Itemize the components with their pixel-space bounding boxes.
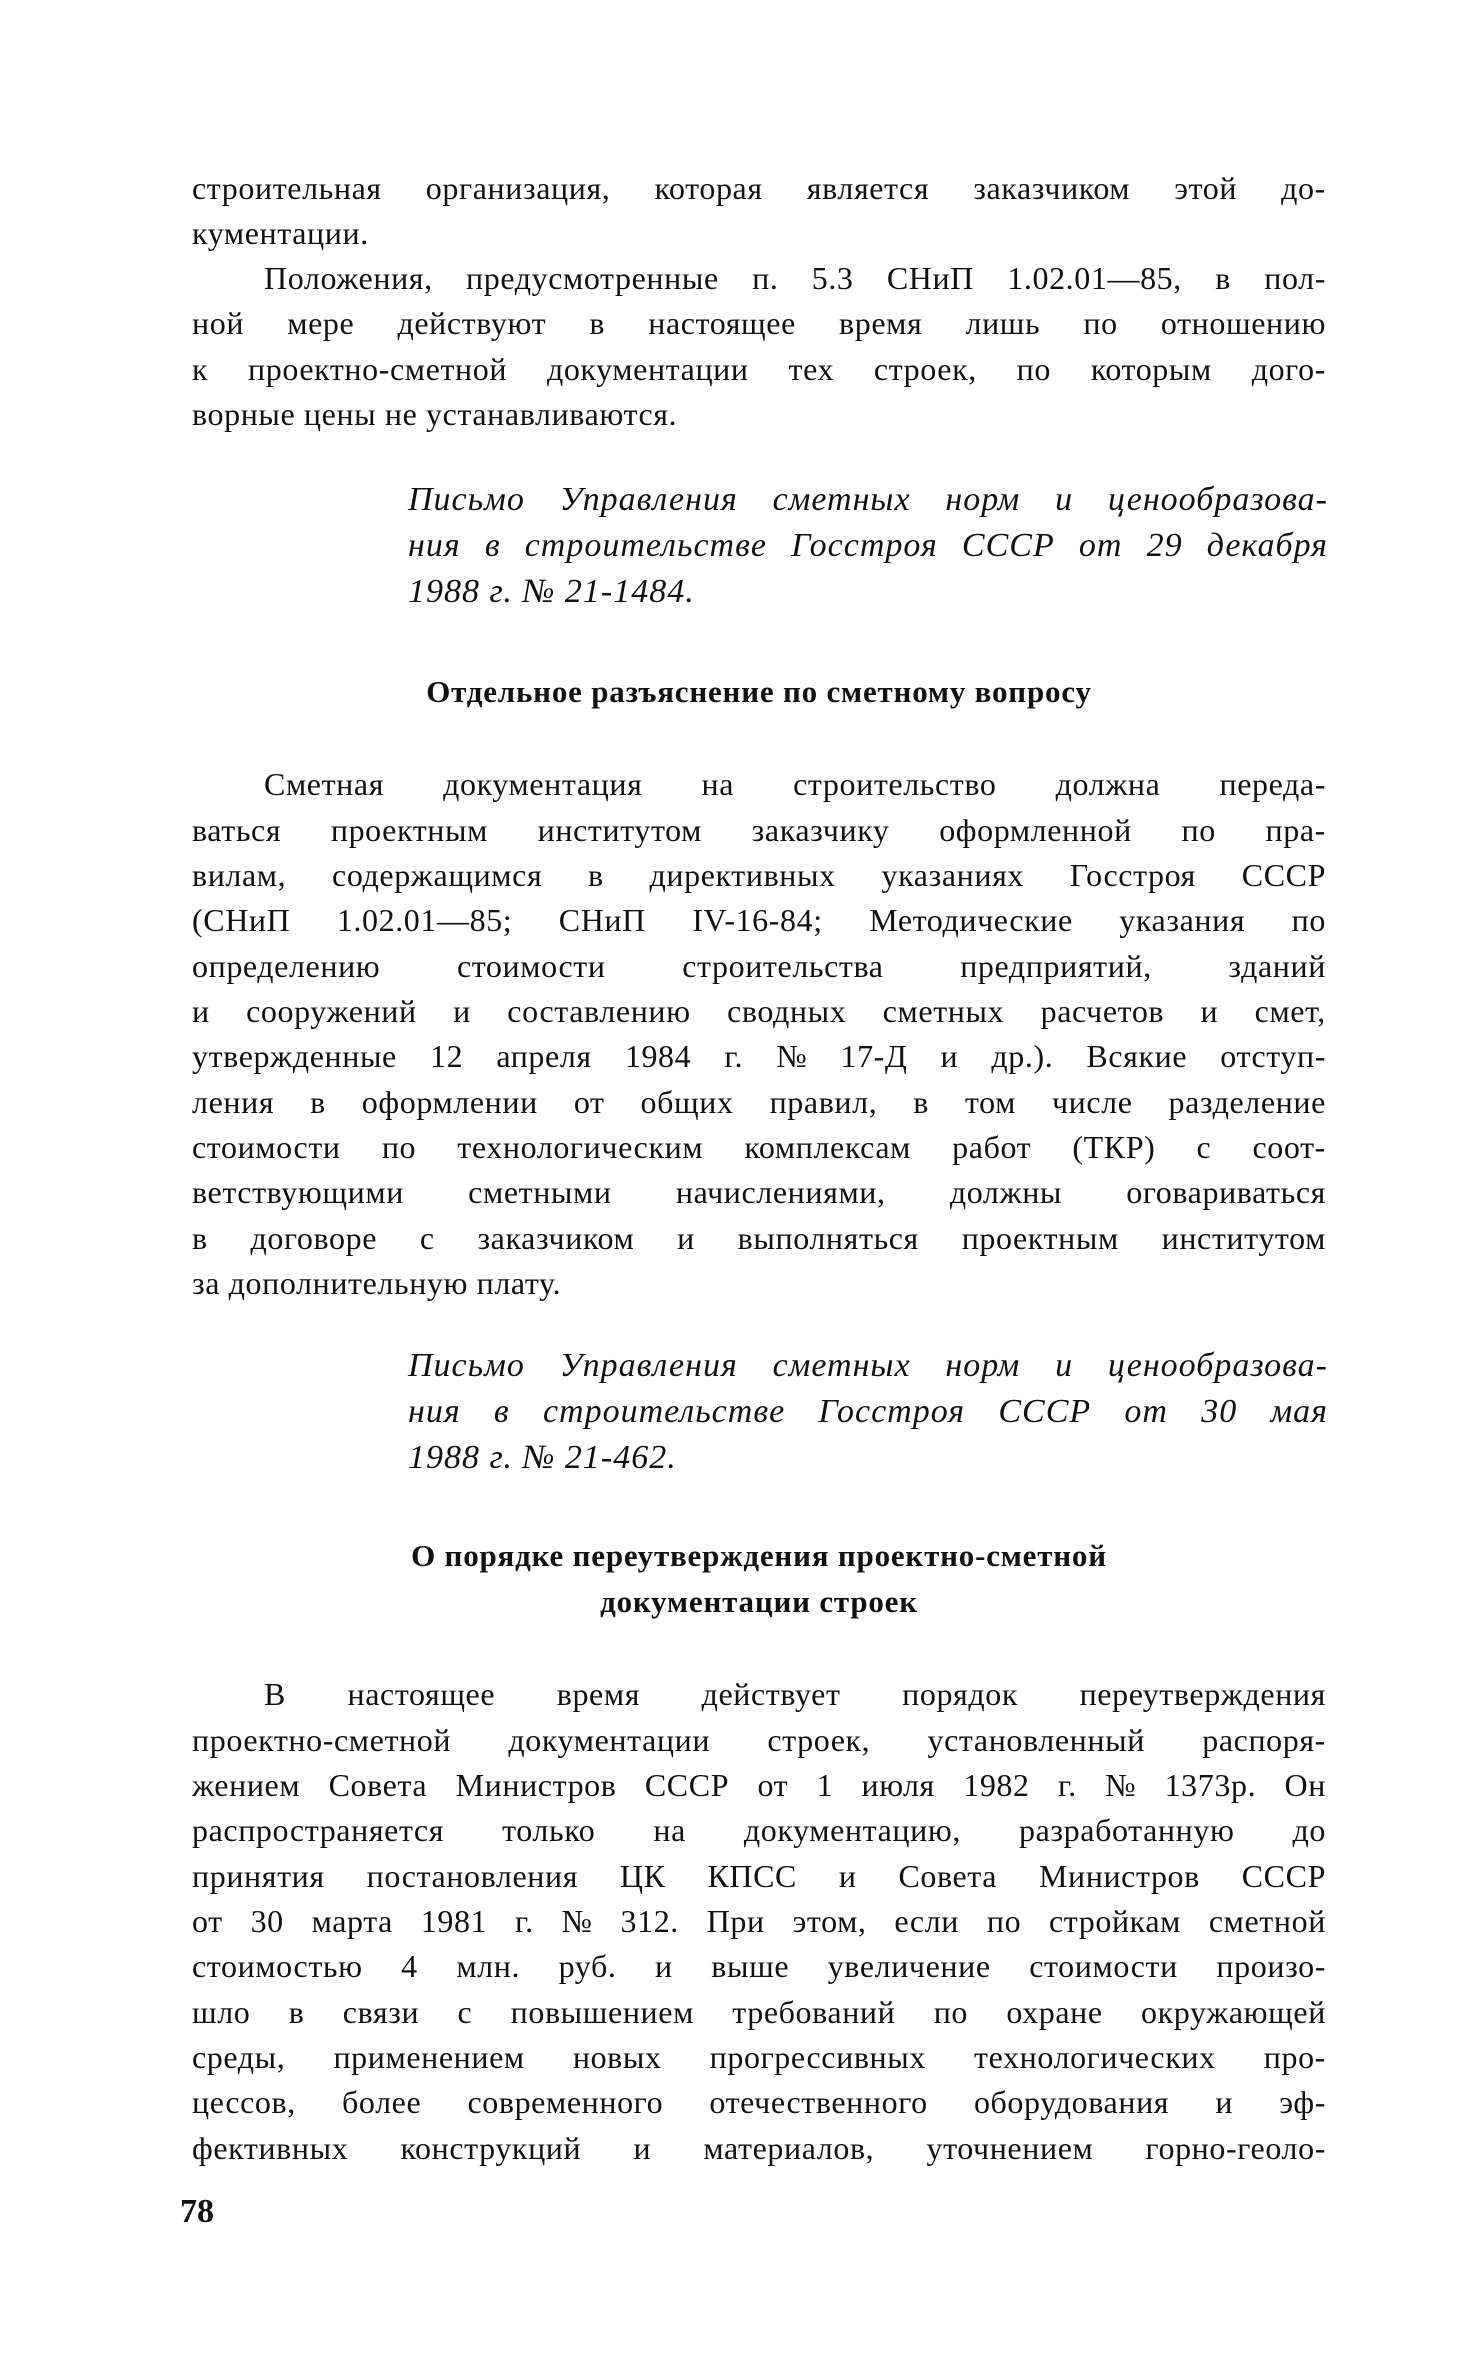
word: и [1055, 1347, 1074, 1384]
word: настоящее [648, 305, 796, 341]
word: применением [333, 2039, 525, 2075]
word: Управления [559, 481, 738, 518]
section-heading: О порядке переутверждения проектно-сметной [411, 1538, 1107, 1573]
word: (ТКР) [1072, 1129, 1156, 1165]
word: 312. [620, 1903, 679, 1939]
word: отношению [1160, 305, 1326, 341]
word: на [701, 766, 735, 802]
word: в [493, 1393, 510, 1430]
word: вилам, [192, 857, 287, 893]
word: мая [1270, 1393, 1328, 1430]
word: строительная [192, 170, 382, 206]
word: том [964, 1084, 1016, 1120]
word: тех [788, 351, 835, 387]
text-line [192, 2128, 1326, 2168]
word: должны [949, 1174, 1063, 1210]
word: ваться [192, 812, 282, 848]
word: цессов, [192, 2084, 296, 2120]
word: проектным [330, 812, 488, 848]
word: с [457, 1994, 473, 2030]
word: заказчику [751, 812, 890, 848]
word: сметных [772, 481, 911, 518]
word: общих [640, 1084, 734, 1120]
word: и [677, 1220, 695, 1256]
word: ния [408, 1393, 461, 1430]
word: институтом [1161, 1220, 1326, 1256]
word: Госстроя [791, 527, 938, 564]
word: время [839, 305, 923, 341]
word: по [381, 1129, 417, 1165]
word: 12 [429, 1038, 464, 1074]
word: др.). [991, 1038, 1054, 1074]
word: и [838, 1858, 857, 1894]
word: шло [192, 1994, 251, 2030]
word: Письмо [408, 1347, 525, 1384]
word: горно-геоло- [1145, 2130, 1326, 2166]
letter-reference-line [408, 1392, 1328, 1432]
word: действуют [397, 305, 547, 341]
word: СНиП [886, 260, 974, 296]
word: строительства [682, 948, 884, 984]
word: технологических [974, 2039, 1216, 2075]
word: Министров [1038, 1858, 1200, 1894]
word: Письмо [408, 481, 525, 518]
text-line [192, 168, 1326, 208]
word: 30 [250, 1903, 284, 1939]
word: расчетов [1040, 993, 1165, 1029]
word: и [633, 2130, 652, 2166]
word: 5.3 [811, 260, 854, 296]
word: сметных [772, 1347, 911, 1384]
page-number: 78 [180, 2193, 214, 2230]
word: Управления [559, 1347, 738, 1384]
word: апреля [496, 1038, 592, 1074]
word: материалов, [703, 2130, 875, 2166]
word: заказчиком [477, 1220, 635, 1256]
word: ценообразова- [1107, 481, 1328, 518]
word: ветствующими [192, 1174, 404, 1210]
word: оформленной [939, 812, 1132, 848]
word: по [933, 1994, 969, 2030]
text-line [192, 900, 1326, 940]
word: соот- [1252, 1129, 1326, 1165]
word: сметными [468, 1174, 612, 1210]
word: млн. [456, 1948, 521, 1984]
text-line: ворные цены не устанавливаются. [192, 396, 678, 432]
word: переутверждения [1079, 1676, 1326, 1712]
word: пра- [1265, 812, 1326, 848]
word: документация [443, 766, 643, 802]
word: сметной [1208, 1903, 1326, 1939]
word: 1981 [420, 1903, 488, 1939]
text-line [192, 1172, 1326, 1212]
word: предусмотренные [466, 260, 719, 296]
word: с [419, 1220, 435, 1256]
word: № [776, 1038, 808, 1074]
word: определению [192, 948, 381, 984]
word: № [1105, 1767, 1137, 1803]
word: и [1055, 481, 1074, 518]
word: ценообразова- [1107, 1347, 1328, 1384]
word: настоящее [347, 1676, 496, 1712]
word: При [706, 1903, 765, 1939]
word: окружающей [1141, 1994, 1326, 2030]
word: сметных [882, 993, 1005, 1029]
word: по [1083, 305, 1118, 341]
word: уточнением [926, 2130, 1094, 2166]
word: СССР [644, 1767, 730, 1803]
word: ЦК [619, 1858, 666, 1894]
word: № [561, 1903, 593, 1939]
word: фективных [192, 2130, 349, 2166]
text-line [192, 1810, 1326, 1850]
word: и [192, 993, 210, 1029]
word: г. [1058, 1767, 1077, 1803]
word: строительстве [524, 527, 767, 564]
word: Всякие [1086, 1038, 1188, 1074]
letter-reference-line [408, 1346, 1328, 1386]
word: (СНиП [192, 902, 291, 938]
word: по [1291, 902, 1326, 938]
word: 1984 [624, 1038, 692, 1074]
word: произо- [1216, 1948, 1326, 1984]
word: В [264, 1676, 286, 1712]
word: оговариваться [1126, 1174, 1326, 1210]
word: выполняться [737, 1220, 919, 1256]
word: СНиП [558, 902, 646, 938]
word: Госстроя [818, 1393, 966, 1430]
text-line: за дополнительную плату. [192, 1265, 562, 1301]
letter-reference-line: 1988 г. № 21-462. [408, 1439, 677, 1476]
word: Совета [898, 1858, 998, 1894]
word: ления [192, 1084, 275, 1120]
word: разработанную [1019, 1812, 1235, 1848]
word: охране [1006, 1994, 1103, 2030]
word: выше [711, 1948, 790, 1984]
word: действует [701, 1676, 841, 1712]
word: стоимости [1029, 1948, 1178, 1984]
word: г. [515, 1903, 534, 1939]
word: от [1078, 527, 1123, 564]
word: ния [408, 527, 461, 564]
word: увеличение [827, 1948, 991, 1984]
word: организация, [425, 170, 611, 206]
word: в [913, 1084, 929, 1120]
word: в [288, 1994, 305, 2030]
word: дого- [1251, 351, 1326, 387]
word: до [1292, 1812, 1326, 1848]
word: норм [945, 481, 1021, 518]
word: в [589, 305, 606, 341]
text-line [192, 1082, 1326, 1122]
word: утвержденные [192, 1038, 397, 1074]
word: на [653, 1812, 686, 1848]
word: 1.02.01—85; [336, 902, 513, 938]
word: СССР [1241, 857, 1326, 893]
word: и [1215, 2084, 1234, 2120]
word: договоре [250, 1220, 378, 1256]
word: является [806, 170, 930, 206]
word: в [310, 1084, 326, 1120]
word: прогрессивных [709, 2039, 926, 2075]
word: IV-16-84; [692, 902, 823, 938]
text-line [192, 1765, 1326, 1805]
word: конструкций [400, 2130, 582, 2166]
word: зданий [1228, 948, 1326, 984]
word: 1.02.01—85, [1007, 260, 1182, 296]
word: 4 [401, 1948, 418, 1984]
word: с [1196, 1129, 1212, 1165]
word: пол- [1264, 260, 1326, 296]
word: декабря [1206, 527, 1328, 564]
section-heading: Отдельное разъяснение по сметному вопросу [426, 674, 1092, 709]
word: более [342, 2084, 422, 2120]
text-line [264, 258, 1326, 298]
word: норм [945, 1347, 1021, 1384]
word: смет, [1254, 993, 1326, 1029]
text-line [192, 2082, 1326, 2122]
word: среды, [192, 2039, 286, 2075]
word: проектно-сметной [248, 351, 508, 387]
word: технологическим [457, 1129, 704, 1165]
word: заказчиком [973, 170, 1131, 206]
word: распространяется [192, 1812, 445, 1848]
word: сводных [727, 993, 847, 1029]
word: в [1215, 260, 1231, 296]
word: Сметная [264, 766, 385, 802]
word: от [1124, 1393, 1168, 1430]
word: ной [192, 305, 245, 341]
word: 1982 [963, 1767, 1030, 1803]
word: СССР [1241, 1858, 1326, 1894]
text-line [192, 946, 1326, 986]
word: современного [467, 2084, 664, 2120]
word: этой [1174, 170, 1238, 206]
text-line [192, 1901, 1326, 1941]
text-line [192, 1856, 1326, 1896]
word: и [655, 1948, 673, 1984]
word: СССР [961, 527, 1055, 564]
word: строек, [767, 1722, 871, 1758]
text-line [192, 810, 1326, 850]
word: лишь [965, 305, 1041, 341]
word: по [1181, 812, 1216, 848]
word: этом, [792, 1903, 867, 1939]
word: п. [752, 260, 779, 296]
word: строительство [793, 766, 997, 802]
word: 1 [816, 1767, 834, 1803]
letter-reference-line: 1988 г. № 21-1484. [408, 573, 695, 610]
word: постановления [366, 1858, 579, 1894]
word: по [986, 1903, 1022, 1939]
text-line [192, 1720, 1326, 1760]
word: содержащимся [332, 857, 543, 893]
word: марта [311, 1903, 393, 1939]
word: руб. [558, 1948, 617, 1984]
text-line: кументации. [192, 215, 369, 251]
word: Положения, [264, 260, 433, 296]
word: и [1200, 993, 1219, 1029]
word: 29 [1146, 527, 1183, 564]
word: оборудования [973, 2084, 1170, 2120]
word: строительстве [542, 1393, 786, 1430]
word: требований [732, 1994, 896, 2030]
word: Госстроя [1069, 857, 1196, 893]
word: предприятий, [960, 948, 1152, 984]
word: начислениями, [675, 1174, 886, 1210]
word: должна [1055, 766, 1161, 802]
word: Министров [455, 1767, 617, 1803]
word: отступ- [1220, 1038, 1326, 1074]
word: распоря- [1202, 1722, 1326, 1758]
word: которым [1090, 351, 1212, 387]
text-line [192, 2037, 1326, 2077]
word: от [192, 1903, 223, 1939]
text-line [192, 1218, 1326, 1258]
word: установленный [927, 1722, 1145, 1758]
word: повышением [510, 1994, 694, 2030]
word: документацию, [743, 1812, 961, 1848]
word: от [573, 1084, 605, 1120]
word: строек, [873, 351, 977, 387]
word: которая [654, 170, 763, 206]
word: порядок [902, 1676, 1018, 1712]
word: 17-Д [840, 1038, 908, 1074]
letter-reference-line [408, 480, 1328, 520]
word: в [484, 527, 501, 564]
word: отечественного [709, 2084, 928, 2120]
word: КПСС [707, 1858, 797, 1894]
word: директивных [649, 857, 836, 893]
word: работ [952, 1129, 1032, 1165]
word: если [894, 1903, 960, 1939]
text-line [192, 991, 1326, 1031]
word: Методические [869, 902, 1073, 938]
word: по [1016, 351, 1051, 387]
text-line [192, 855, 1326, 895]
word: СССР [998, 1393, 1092, 1430]
section-heading: документации строек [600, 1584, 918, 1619]
word: разделение [1168, 1084, 1326, 1120]
word: указания [1119, 902, 1246, 938]
word: указаниях [881, 857, 1024, 893]
word: связи [342, 1994, 420, 2030]
word: институтом [537, 812, 702, 848]
text-line [192, 1036, 1326, 1076]
word: время [556, 1676, 641, 1712]
word: жением [192, 1767, 301, 1803]
word: 30 [1201, 1393, 1238, 1430]
word: комплексам [744, 1129, 912, 1165]
word: числе [1051, 1084, 1133, 1120]
word: Совета [328, 1767, 428, 1803]
word: оформлении [361, 1084, 538, 1120]
word: сооружений [246, 993, 417, 1029]
word: стоимостью [192, 1948, 363, 1984]
word: в [588, 857, 604, 893]
word: Он [1284, 1767, 1326, 1803]
text-line [264, 1674, 1326, 1714]
text-line [264, 764, 1326, 804]
word: г. [724, 1038, 744, 1074]
letter-reference-line [408, 526, 1328, 566]
word: принятия [192, 1858, 325, 1894]
word: новых [572, 2039, 662, 2075]
word: к [192, 351, 209, 387]
word: про- [1263, 2039, 1326, 2075]
word: 1373р. [1164, 1767, 1257, 1803]
text-line [192, 349, 1326, 389]
word: июля [861, 1767, 935, 1803]
word: до- [1281, 170, 1326, 206]
word: стоимости [456, 948, 606, 984]
word: эф- [1279, 2084, 1326, 2120]
text-line [192, 1127, 1326, 1167]
text-line [192, 303, 1326, 343]
word: правил, [769, 1084, 878, 1120]
word: проектно-сметной [192, 1722, 452, 1758]
word: составлению [507, 993, 691, 1029]
word: стройкам [1048, 1903, 1182, 1939]
word: проектным [961, 1220, 1119, 1256]
word: переда- [1219, 766, 1326, 802]
text-line [192, 1992, 1326, 2032]
word: и [940, 1038, 959, 1074]
word: документации [508, 1722, 711, 1758]
word: мере [287, 305, 355, 341]
word: от [757, 1767, 789, 1803]
word: в [192, 1220, 208, 1256]
word: и [453, 993, 471, 1029]
word: стоимости [192, 1129, 341, 1165]
word: только [502, 1812, 596, 1848]
text-line [192, 1946, 1326, 1986]
word: документации [546, 351, 749, 387]
